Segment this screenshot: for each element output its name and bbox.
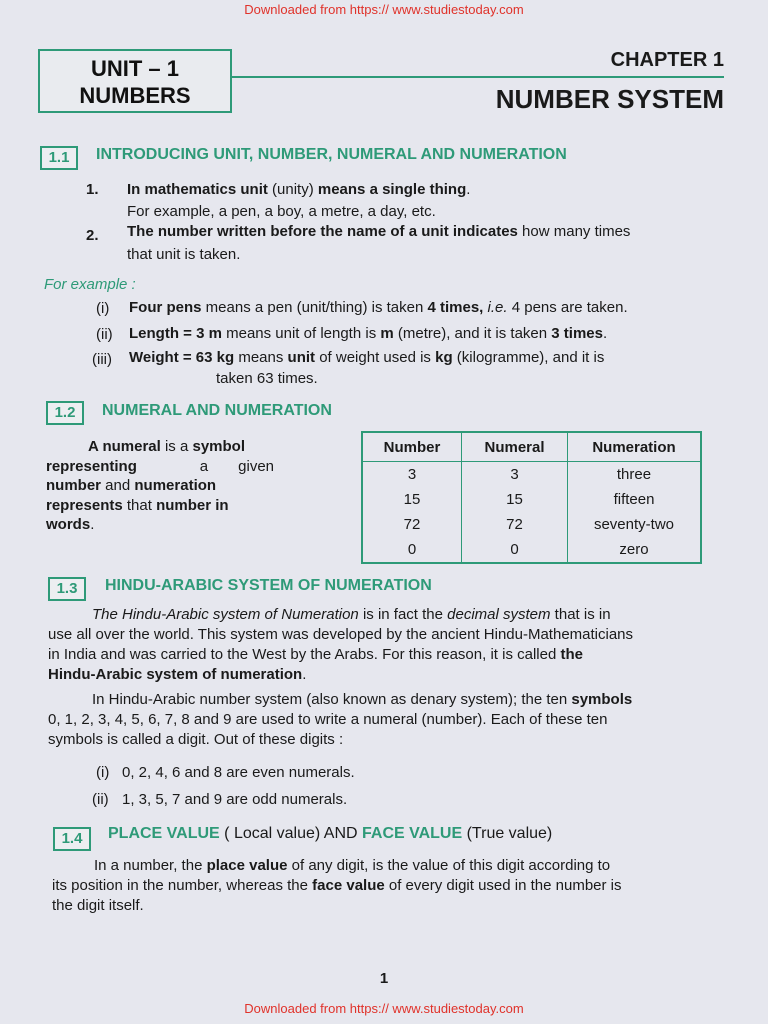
list-item-even: 0, 2, 4, 6 and 8 are even numerals. xyxy=(122,764,355,781)
unit-box xyxy=(38,49,232,113)
section-title-1-4: PLACE VALUE ( Local value) AND FACE VALUE (True value) xyxy=(108,825,553,842)
example-3-number: (iii) xyxy=(92,351,112,368)
point-1-example: For example, a pen, a boy, a metre, a day, etc. xyxy=(127,203,436,220)
point-2-number: 2. xyxy=(86,227,99,244)
example-1-text: Four pens means a pen (unit/thing) is taken 4 times, i.e. 4 pens are taken. xyxy=(129,299,628,316)
table-header-number: Number xyxy=(362,432,462,462)
example-3-text-cont: taken 63 times. xyxy=(216,370,318,387)
section-number-1-2: 1.2 xyxy=(46,401,84,425)
table-row xyxy=(362,512,701,537)
table-header-numeration: Numeration xyxy=(568,432,702,462)
table-cell: seventy-two xyxy=(568,512,702,537)
table-cell: 3 xyxy=(462,462,568,488)
header-rule xyxy=(232,76,724,78)
table-cell: 72 xyxy=(462,512,568,537)
table-cell: 15 xyxy=(462,487,568,512)
hindu-arabic-paragraph: The Hindu-Arabic system of Numeration is in fact the decimal system that is in use all over the world. This system was developed by the ancient Hindu-Mathematicians in India and was carried to the West by the Arabs. For this reason, it is called the Hindu-Arabic system of numeration. xyxy=(48,606,634,683)
point-2-text: The number written before the name of a unit indicates how many times xyxy=(127,223,631,240)
point-1-text: In mathematics unit (unity) means a single thing. xyxy=(127,181,471,198)
example-3-text: Weight = 63 kg means unit of weight used is kg (kilogramme), and it is xyxy=(129,349,605,366)
numeration-table xyxy=(361,431,702,564)
table-row xyxy=(362,462,701,488)
section-number-1-1: 1.1 xyxy=(40,146,78,170)
page-number: 1 xyxy=(379,970,389,987)
list-item-odd: 1, 3, 5, 7 and 9 are odd numerals. xyxy=(122,791,348,808)
example-1-number: (i) xyxy=(96,300,110,317)
table-cell: 15 xyxy=(362,487,462,512)
footer-download-link[interactable]: Downloaded from https:// www.studiestoday.com xyxy=(244,1001,524,1016)
unit-title: NUMBERS xyxy=(79,83,191,108)
table-cell: fifteen xyxy=(568,487,702,512)
example-2-number: (ii) xyxy=(96,326,113,343)
list-item-odd-number: (ii) xyxy=(92,791,109,808)
section-title-1-3: HINDU-ARABIC SYSTEM OF NUMERATION xyxy=(105,577,432,594)
table-cell: 72 xyxy=(362,512,462,537)
for-example-label: For example : xyxy=(44,276,136,293)
list-item-even-number: (i) xyxy=(96,764,110,781)
numeral-definition: A numeral is a symbol representing a given number and numeration represents that number in words. xyxy=(46,438,274,533)
table-cell: 0 xyxy=(462,537,568,563)
example-2-text: Length = 3 m means unit of length is m (metre), and it is taken 3 times. xyxy=(129,325,608,342)
section-number-1-4: 1.4 xyxy=(53,827,91,851)
digits-paragraph: In Hindu-Arabic number system (also known as denary system); the ten symbols 0, 1, 2, 3, 4, 5, 6, 7, 8 and 9 are used to write a numeral (number). Each of these ten symbols is called a digit. Out of these digits : xyxy=(48,691,633,748)
table-cell: 0 xyxy=(362,537,462,563)
chapter-label: CHAPTER 1 xyxy=(610,49,724,71)
section-title-1-2: NUMERAL AND NUMERATION xyxy=(102,402,332,419)
table-row xyxy=(362,487,701,512)
chapter-title: NUMBER SYSTEM xyxy=(495,84,724,114)
header-download-link[interactable]: Downloaded from https:// www.studiestoday.com xyxy=(244,2,524,17)
unit-label: UNIT – 1 xyxy=(90,56,180,81)
table-row xyxy=(362,537,701,563)
section-number-1-3: 1.3 xyxy=(48,577,86,601)
table-header-numeral: Numeral xyxy=(462,432,568,462)
table-cell: 3 xyxy=(362,462,462,488)
section-title-1-1: INTRODUCING UNIT, NUMBER, NUMERAL AND NUMERATION xyxy=(96,146,567,163)
point-2-text-cont: that unit is taken. xyxy=(127,246,241,263)
point-1-number: 1. xyxy=(86,181,99,198)
table-cell: three xyxy=(568,462,702,488)
table-cell: zero xyxy=(568,537,702,563)
table-header-row xyxy=(362,432,701,462)
place-value-paragraph: In a number, the place value of any digit, is the value of this digit according to its position in the number, whereas the face value of every digit used in the number is the digit itself. xyxy=(52,857,622,914)
